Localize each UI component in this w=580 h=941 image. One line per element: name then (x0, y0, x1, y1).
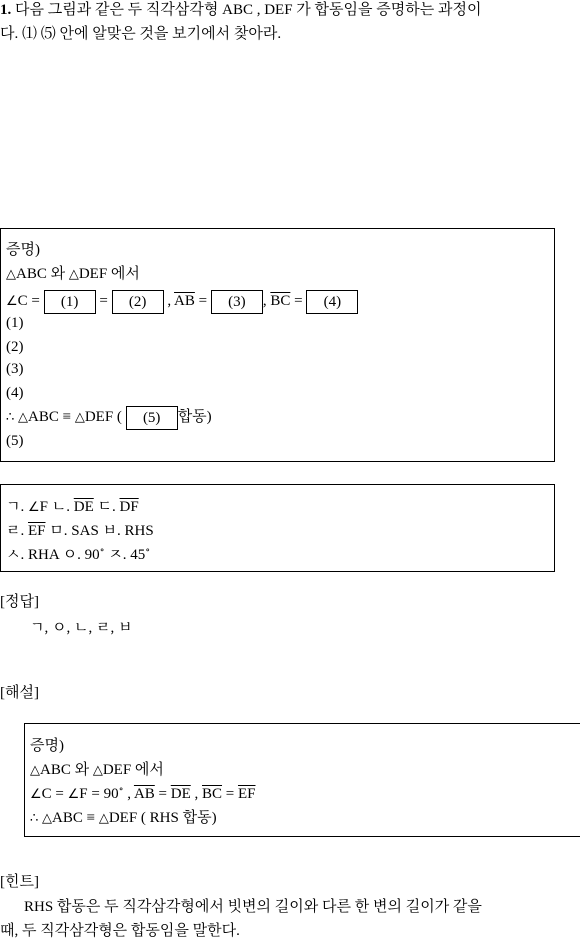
segment-bc: $\overline{BC}$ (202, 786, 223, 802)
equals-sign: = (198, 293, 208, 309)
explanation-conclusion-a: ABC ≡ (52, 810, 99, 826)
segment-ab: $\overline{AB}$ (133, 786, 155, 802)
choice-label: ㅂ. (102, 523, 121, 539)
choice-value: $\overline{DF}$ (119, 499, 139, 515)
choice-value: SAS (71, 523, 99, 539)
triangle-symbol: △ (68, 267, 79, 282)
proof-step-1: (1) (6, 315, 24, 331)
hint-line-2: 때, 두 직각삼각형은 합동임을 말한다. (0, 923, 240, 939)
proof-step-2: (2) (6, 339, 24, 355)
proof-intro-b: DEF 에서 (78, 266, 140, 282)
segment-de: $\overline{DE}$ (170, 786, 191, 802)
blank-4[interactable]: (4) (306, 290, 358, 314)
choices-row-2 (6, 521, 154, 541)
blank-3[interactable]: (3) (211, 290, 263, 314)
explanation-angle-f: F = 90 (79, 786, 119, 802)
angle-symbol: ∠ (6, 294, 18, 309)
question-number: 1. (0, 2, 12, 18)
answer-text: ㄱ, ㅇ, ㄴ, ㄹ, ㅂ (30, 620, 133, 636)
hint-line-1: RHS 합동은 두 직각삼각형에서 빗변의 길이와 다른 한 변의 길이가 같을 (24, 899, 482, 915)
choices-row-3 (6, 545, 150, 565)
blank-1[interactable]: (1) (44, 290, 96, 314)
comma: , (167, 293, 172, 309)
choice-value: RHS (124, 523, 154, 539)
question-text-1: 다음 그림과 같은 두 직각삼각형 ABC , DEF 가 합동임을 증명하는 과정이 (15, 2, 482, 18)
explanation-intro (30, 760, 164, 781)
proof-intro-a: ABC 와 (16, 266, 69, 282)
choice-label: ㅇ. (62, 547, 81, 563)
angle-symbol: ∠ (28, 500, 40, 515)
triangle-symbol: △ (42, 811, 53, 826)
proof-conditions (6, 289, 358, 314)
explanation-intro-a: ABC 와 (40, 762, 93, 778)
segment-ef: $\overline{EF}$ (237, 786, 256, 802)
explanation-heading: [해설] (0, 685, 39, 701)
conclusion-b: DEF ( (84, 409, 122, 425)
segment-bc: $\overline{BC}$ (270, 293, 291, 309)
segment-ab: $\overline{AB}$ (174, 293, 195, 309)
choice-value: 90 (84, 547, 100, 563)
angle-c-text: C = (17, 293, 40, 309)
choice-label: ㅈ. (108, 547, 127, 563)
angle-symbol: ∠ (67, 787, 80, 802)
comma: , (194, 786, 199, 802)
blank-2[interactable]: (2) (112, 290, 164, 314)
proof-title: 증명) (6, 242, 40, 258)
explanation-conditions (30, 784, 256, 805)
triangle-symbol: △ (74, 410, 85, 425)
blank-5[interactable]: (5) (126, 406, 178, 430)
choice-value: $\overline{DE}$ (73, 499, 94, 515)
equals-sign: = (225, 786, 235, 802)
explanation-intro-b: DEF 에서 (102, 762, 164, 778)
proof-conclusion (6, 405, 212, 430)
choice-label: ㄷ. (97, 499, 116, 515)
explanation-conclusion (30, 808, 217, 829)
choice-value: $\overline{EF}$ (28, 523, 46, 539)
explanation-conclusion-b: DEF ( RHS 합동) (108, 810, 217, 826)
therefore-symbol: ∴ (30, 811, 39, 826)
choice-label: ㄹ. (6, 523, 25, 539)
choice-value: RHA (28, 547, 59, 563)
explanation-title: 증명) (30, 738, 64, 754)
degree-symbol: ∘ (118, 784, 124, 795)
degree-symbol: ∘ (145, 545, 151, 556)
question-line-2: 다. ⑴ ⑸ 안에 알맞은 것을 보기에서 찾아라. (0, 26, 282, 42)
triangle-symbol: △ (92, 763, 103, 778)
choice-label: ㄴ. (51, 499, 70, 515)
explanation-angle-c: C = (41, 786, 68, 802)
answer-heading: [정답] (0, 594, 39, 610)
choice-label: ㅅ. (6, 547, 25, 563)
choice-label: ㅁ. (49, 523, 68, 539)
hint-heading: [힌트] (0, 874, 39, 890)
choices-row-1 (6, 497, 139, 518)
proof-step-4: (4) (6, 385, 24, 401)
triangle-symbol: △ (6, 267, 16, 282)
choice-value: 45 (130, 547, 146, 563)
angle-symbol: ∠ (30, 787, 42, 802)
proof-step-3: (3) (6, 361, 24, 377)
conclusion-a: ABC ≡ (28, 409, 75, 425)
conclusion-suffix: 합동) (177, 409, 212, 425)
equals-sign: = (158, 786, 167, 802)
degree-symbol: ∘ (99, 545, 105, 556)
comma: , (262, 293, 267, 309)
equals-sign: = (99, 293, 108, 309)
triangle-symbol: △ (30, 763, 40, 778)
choice-label: ㄱ. (6, 499, 25, 515)
question-line-1 (0, 0, 481, 20)
therefore-symbol: ∴ (6, 410, 15, 425)
equals-sign: = (294, 293, 303, 309)
proof-intro (6, 264, 140, 285)
triangle-symbol: △ (18, 410, 29, 425)
proof-step-5: (5) (6, 433, 24, 449)
triangle-symbol: △ (98, 811, 109, 826)
choice-value: F (39, 499, 48, 515)
comma: , (123, 786, 134, 802)
